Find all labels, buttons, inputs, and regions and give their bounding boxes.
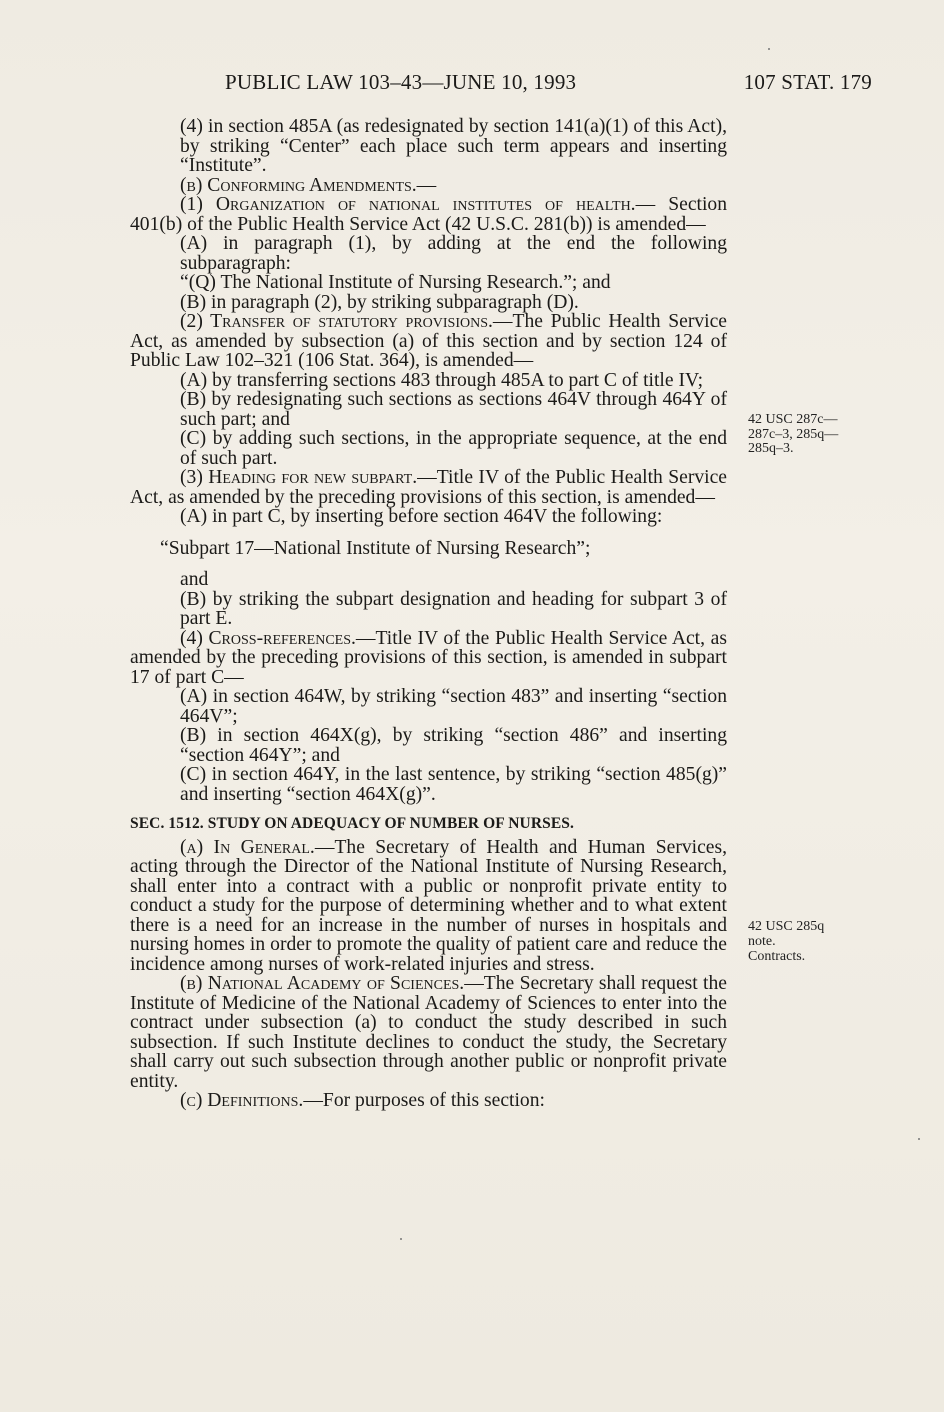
paragraph: (A) in part C, by inserting before section 464V the following: xyxy=(180,506,663,527)
paragraph xyxy=(130,468,727,507)
scan-speck xyxy=(400,1238,402,1240)
paragraph: (4) in section 485A (as redesignated by section 141(a)(1) of this Act), by striking “Center” each place such term appears and inserting “Institute”. xyxy=(180,116,727,176)
paragraph-heading: (3) Heading for new subpart.— xyxy=(180,467,437,488)
paragraph: (A) by transferring sections 483 through 485A to part C of title IV; xyxy=(180,369,704,391)
paragraph-text: The Secretary of Health and Human Services, acting through the Director of the National Institute of Nursing Research, shall enter into a contract with a public or nonprofit private entity to conduct a study for the purpose of determining whether and to what extent there is a need for an increase in the number of nurses in hospitals and nursing homes in order to promote the quality of patient care and reduce the incidence among nurses of work-related injuries and stress. xyxy=(130,836,728,975)
header-title: PUBLIC LAW 103–43—JUNE 10, 1993 xyxy=(225,70,577,94)
paragraph xyxy=(130,176,727,196)
paragraph: and xyxy=(180,569,209,590)
margin-note-contracts: Contracts. xyxy=(748,949,806,964)
quoted-subpart-heading: “Subpart 17—National Institute of Nursing Research”; xyxy=(160,537,591,559)
paragraph xyxy=(130,838,727,975)
paragraph xyxy=(130,629,727,688)
margin-note-usc-citation: 42 USC 287c— 287c–3, 285q— 285q–3. xyxy=(748,412,839,456)
paragraph: (B) by redesignating such sections as sections 464V through 464Y of such part; and xyxy=(180,389,727,430)
paragraph-text: Title IV of the Public Health Service Act, as amended by the preceding provisions of this section, is amended— xyxy=(130,467,727,508)
paragraph xyxy=(130,312,727,371)
subsection-heading: (b) Conforming Amendments.— xyxy=(180,174,437,196)
paragraph: (C) by adding such sections, in the appropriate sequence, at the end of such part. xyxy=(180,428,727,469)
paragraph: (A) in section 464W, by striking “section 483” and inserting “section 464V”; xyxy=(180,686,727,727)
scan-speck xyxy=(768,48,770,50)
section-heading: SEC. 1512. STUDY ON ADEQUACY OF NUMBER OF NURSES. xyxy=(130,815,574,832)
paragraph-text: The Secretary shall request the Institute of Medicine of the National Academy of Sciences to enter into the contract under subsection (a) to conduct the study described in such subsection. If such Institute declines to conduct the study, the Secretary shall carry out such subsection through another public or nonprofit private entity. xyxy=(130,973,727,1092)
paragraph-heading: (4) Cross-references.— xyxy=(180,627,376,649)
subsection-heading: (c) Definitions.— xyxy=(180,1090,323,1111)
paragraph xyxy=(130,974,727,1091)
subsection-heading: (a) In General.— xyxy=(180,836,335,858)
paragraph xyxy=(130,195,727,234)
paragraph: “(Q) The National Institute of Nursing Research.”; and xyxy=(180,272,611,293)
paragraph: (A) in paragraph (1), by adding at the end the following subparagraph: xyxy=(180,233,727,274)
scan-speck xyxy=(918,1138,920,1140)
paragraph: (B) in paragraph (2), by striking subparagraph (D). xyxy=(180,291,579,313)
document-body xyxy=(130,117,727,1111)
paragraph-heading: (2) Transfer of statutory provisions.— xyxy=(180,311,513,332)
paragraph-text: For purposes of this section: xyxy=(322,1090,545,1111)
margin-note-usc-note: 42 USC 285q note. xyxy=(748,919,825,949)
page-header xyxy=(130,70,872,100)
subsection-heading: (b) National Academy of Sciences.— xyxy=(180,973,484,994)
paragraph: (B) by striking the subpart designation and heading for subpart 3 of part E. xyxy=(180,588,727,629)
paragraph-text: Section 401(b) of the Public Health Service Act (42 U.S.C. 281(b)) is amended— xyxy=(130,194,727,235)
paragraph-text: The Public Health Service Act, as amended by subsection (a) of this section and by section 124 of Public Law 102–321 (106 Stat. 364), is amended— xyxy=(130,311,727,371)
paragraph: (B) in section 464X(g), by striking “section 486” and inserting “section 464Y”; and xyxy=(180,725,727,766)
header-stat-page: 107 STAT. 179 xyxy=(743,70,872,94)
paragraph-text: Title IV of the Public Health Service Act, as amended by the preceding provisions of this section, is amended in subpart 17 of part C— xyxy=(130,627,727,688)
paragraph-heading: (1) Organization of national institutes of health.— xyxy=(180,194,656,215)
paragraph: (C) in section 464Y, in the last sentence, by striking “section 485(g)” and inserting “section 464X(g)”. xyxy=(180,764,727,805)
paragraph xyxy=(130,1091,727,1111)
